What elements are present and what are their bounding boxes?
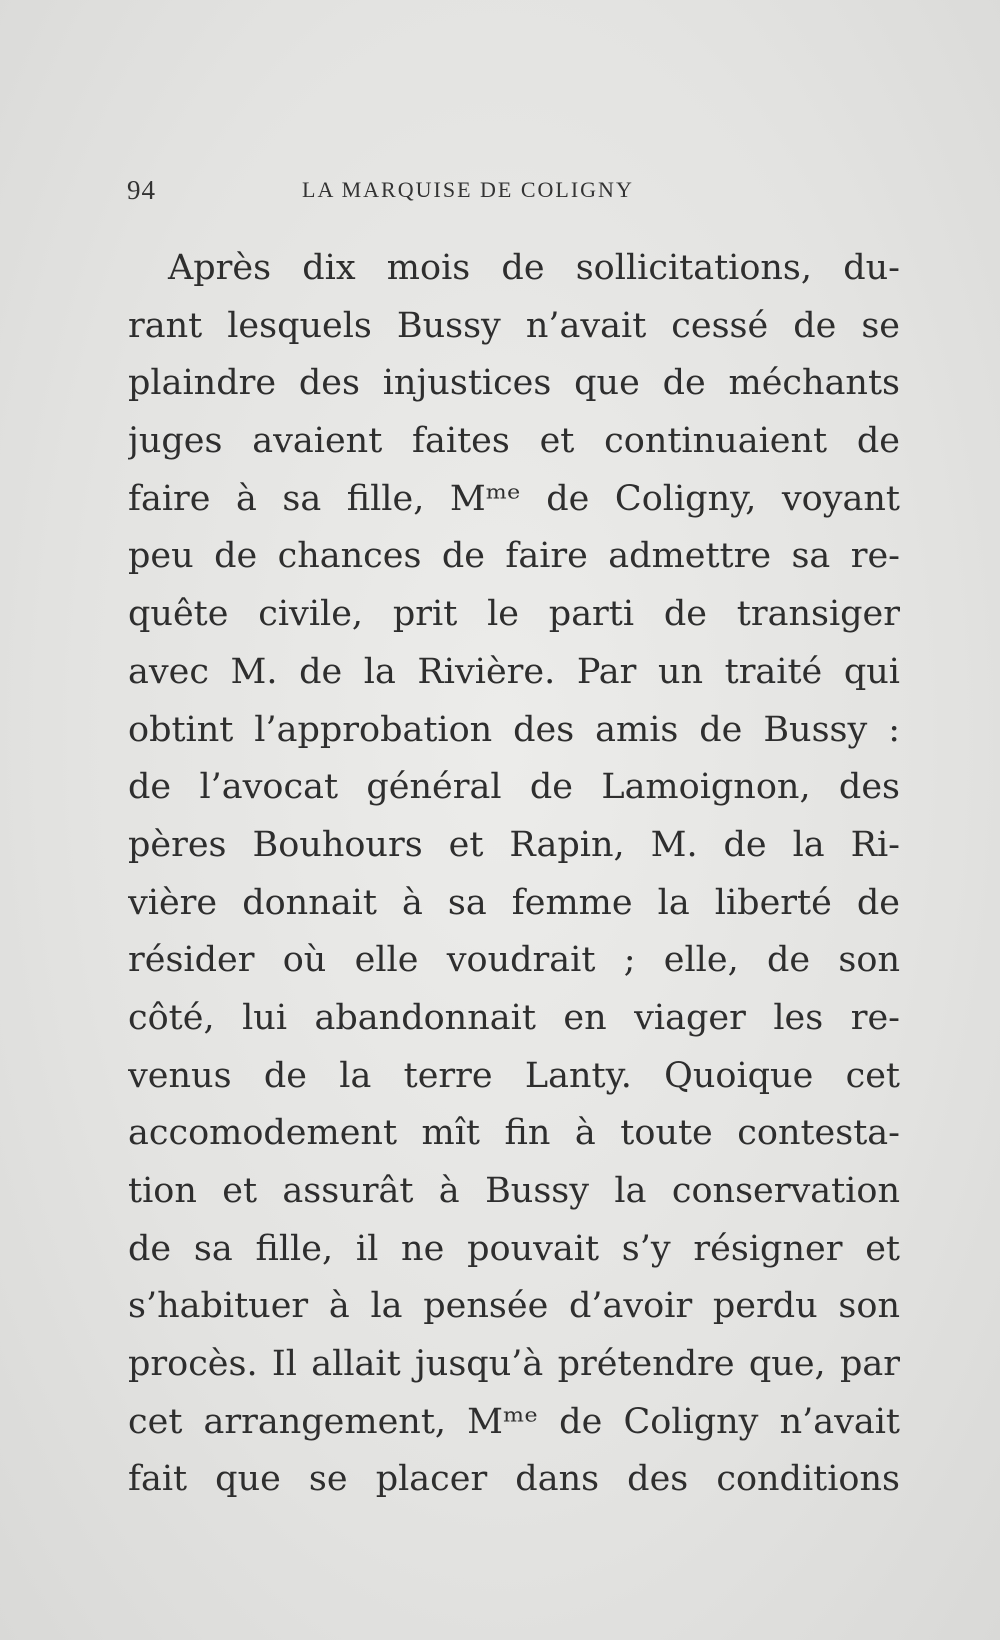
text-line: cet arrangement, Mᵐᵉ de Coligny n’avait <box>128 1401 900 1442</box>
text-line: avec M. de la Rivière. Par un traité qui <box>128 651 900 692</box>
text-line: de l’avocat général de Lamoignon, des <box>128 767 900 808</box>
text-line: résider où elle voudrait ; elle, de son <box>128 940 900 981</box>
text-line: tion et assurât à Bussy la conservation <box>128 1171 900 1211</box>
text-line: faire à sa fille, Mᵐᵉ de Coligny, voyant <box>128 478 900 519</box>
text-line: peu de chances de faire admettre sa re- <box>128 536 900 577</box>
text-line: procès. Il allait jusqu’à prétendre que, par <box>128 1344 900 1385</box>
text-line: côté, lui abandonnait en viager les re- <box>128 997 900 1038</box>
text-line: plaindre des injustices que de méchants <box>128 363 900 404</box>
text-line: s’habituer à la pensée d’avoir perdu son <box>128 1286 900 1327</box>
text-line: pères Bouhours et Rapin, M. de la Ri- <box>128 824 900 865</box>
text-line: fait que se placer dans des conditions <box>128 1459 900 1500</box>
running-header <box>127 175 737 215</box>
body-paragraph <box>128 240 900 1509</box>
text-line: vière donnait à sa femme la liberté de <box>128 882 900 923</box>
text-line: Après dix mois de sollicitations, du- <box>168 248 900 288</box>
text-line: obtint l’approbation des amis de Bussy : <box>128 709 900 750</box>
text-line: venus de la terre Lanty. Quoique cet <box>128 1055 900 1096</box>
text-line: rant lesquels Bussy n’avait cessé de se <box>128 305 900 346</box>
text-line: de sa fille, il ne pouvait s’y résigner et <box>128 1228 900 1269</box>
page-number: 94 <box>127 175 156 205</box>
text-line: quête civile, prit le parti de transiger <box>128 594 900 635</box>
text-line: accomodement mît fin à toute contesta- <box>128 1113 900 1154</box>
text-line: juges avaient faites et continuaient de <box>128 421 900 462</box>
running-title: LA MARQUISE DE COLIGNY <box>302 177 634 202</box>
